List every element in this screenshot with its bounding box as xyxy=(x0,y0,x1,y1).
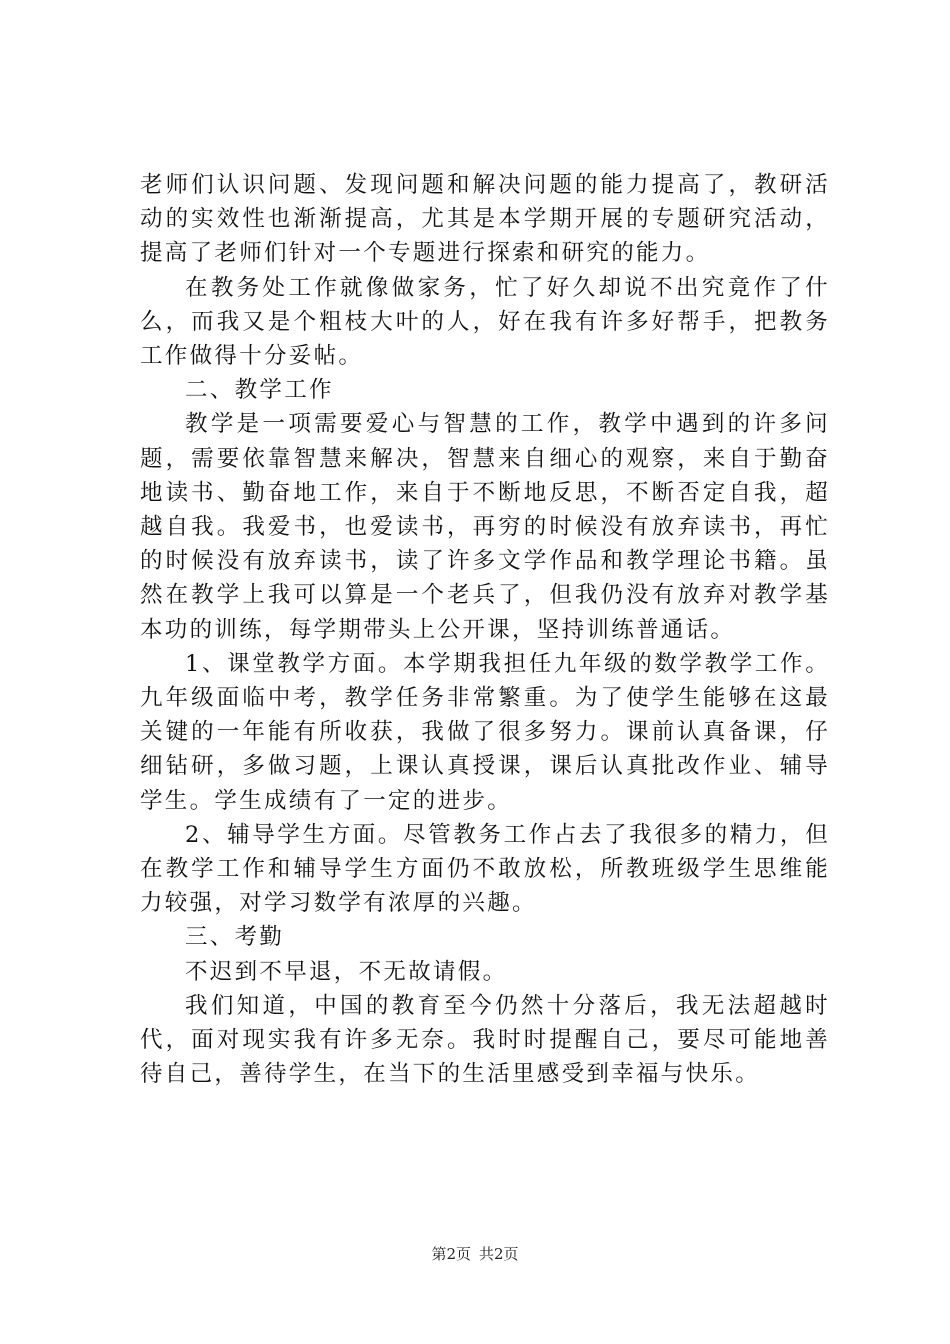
section-heading-teaching: 二、教学工作 xyxy=(185,377,334,404)
paragraph-continuation: 老师们认识问题、发现问题和解决问题的能力提高了，教研活动的实效性也渐渐提高，尤其是本学期开展的专题研究活动，提高了老师们针对一个专题进行探索和研究的能力。 xyxy=(140,172,830,267)
section-heading-attendance: 三、考勤 xyxy=(185,924,285,951)
paragraph-academic-affairs: 在教务处工作就像做家务，忙了好久却说不出究竟作了什么，而我又是个粗枝大叶的人，好在我有许多好帮手，把教务工作做得十分妥帖。 xyxy=(140,274,830,370)
paragraph-attendance: 不迟到不早退，不无故请假。 xyxy=(185,958,508,985)
paragraph-conclusion: 我们知道，中国的教育至今仍然十分落后，我无法超越时代，面对现实我有许多无奈。我时时提醒自己，要尽可能地善待自己，善待学生，在当下的生活里感受到幸福与快乐。 xyxy=(140,992,830,1088)
page-total: 共2页 xyxy=(479,1245,519,1263)
document-body xyxy=(140,168,830,1091)
paragraph-classroom-teaching: 1、课堂教学方面。本学期我担任九年级的数学教学工作。九年级面临中考，教学任务非常繁重。为了使学生能够在这最关键的一年能有所收获，我做了很多努力。课前认真备课，仔细钻研，多做习题，上课认真授课，课后认真批改作业、辅导学生。学生成绩有了一定的进步。 xyxy=(140,650,830,814)
paragraph-student-tutoring: 2、辅导学生方面。尽管教务工作占去了我很多的精力，但在教学工作和辅导学生方面仍不敢放松，所教班级学生思维能力较强，对学习数学有浓厚的兴趣。 xyxy=(140,821,830,917)
page-footer xyxy=(0,1243,950,1264)
paragraph-teaching: 教学是一项需要爱心与智慧的工作，教学中遇到的许多问题，需要依靠智慧来解决，智慧来自细心的观察，来自于勤奋地读书、勤奋地工作，来自于不断地反思，不断否定自我，超越自我。我爱书，也爱读书，再穷的时候没有放弃读书，再忙的时候没有放弃读书，读了许多文学作品和教学理论书籍。虽然在教学上我可以算是一个老兵了，但我仍没有放弃对教学基本功的训练，每学期带头上公开课，坚持训练普通话。 xyxy=(140,411,830,643)
page-number: 第2页 xyxy=(431,1245,471,1263)
